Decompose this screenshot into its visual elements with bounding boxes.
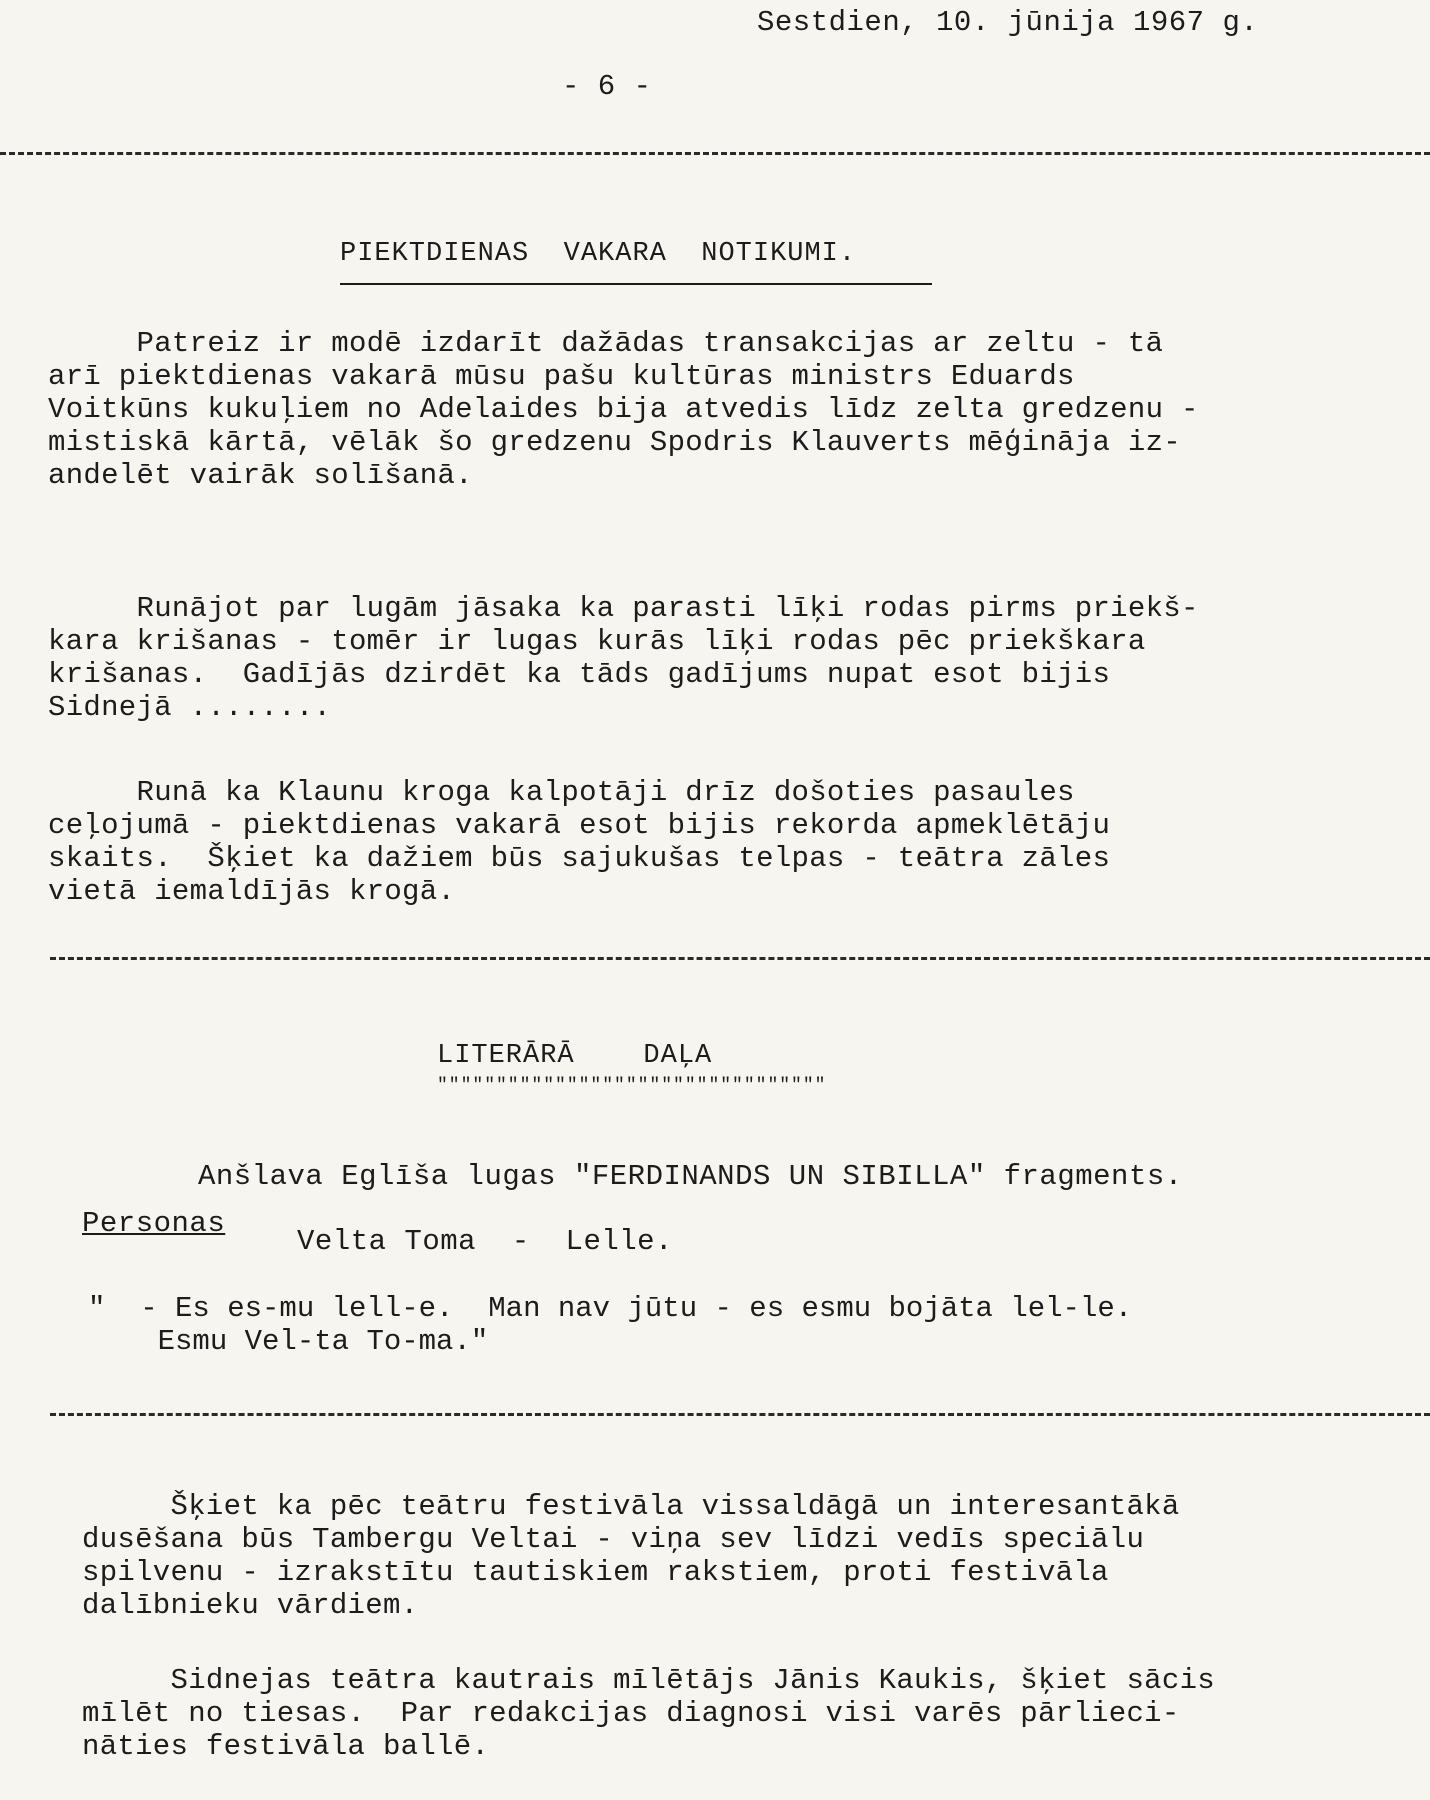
dashed-divider bbox=[0, 152, 1430, 155]
article-paragraph: Šķiet ka pēc teātru festivāla vissaldāgā un interesantākā dusēšana būs Tambergu Veltai - viņa sev līdzi vedīs speciālu spilvenu - izrakstītu tautiskiem rakstiem, proti festivāla dalībnieku vārdiem. bbox=[82, 1490, 1180, 1622]
fragment-quote: " - Es es-mu lell-e. Man nav jūtu - es esmu bojāta lel-le. Esmu Vel-ta To-ma." bbox=[88, 1292, 1133, 1358]
article-paragraph: Sidnejas teātra kautrais mīlētājs Jānis Kaukis, šķiet sācis mīlēt no tiesas. Par redakcijas diagnosi visi varēs pārlieci- nāties festivāla ballē. bbox=[82, 1664, 1215, 1763]
heading-underline bbox=[340, 283, 932, 285]
dashed-divider bbox=[50, 957, 1430, 960]
issue-date: Sestdien, 10. jūnija 1967 g. bbox=[757, 6, 1259, 39]
page-number: - 6 - bbox=[562, 70, 652, 103]
article-heading: PIEKTDIENAS VAKARA NOTIKUMI. bbox=[340, 239, 857, 269]
fragment-intro: Anšlava Eglīša lugas "FERDINANDS UN SIBILLA" fragments. bbox=[198, 1160, 1183, 1193]
section-heading: LITERĀRĀ DAĻA bbox=[437, 1041, 713, 1071]
section-heading-mark: """"""""""""""""""""""""""""""""" bbox=[437, 1076, 827, 1096]
persons-label: Personas bbox=[82, 1207, 226, 1240]
article-paragraph: Runā ka Klaunu kroga kalpotāji drīz došoties pasaules ceļojumā - piektdienas vakarā esot bijis rekorda apmeklētāju skaits. Šķiet ka dažiem būs sajukušas telpas - teātra zāles vietā iemaldījās krogā. bbox=[48, 776, 1111, 908]
dashed-divider bbox=[50, 1413, 1430, 1416]
persons-value: Velta Toma - Lelle. bbox=[297, 1225, 673, 1258]
article-paragraph: Runājot par lugām jāsaka ka parasti līķi rodas pirms priekš- kara krišanas - tomēr ir lugas kurās līķi rodas pēc priekškara krišanas. Gadījās dzirdēt ka tāds gadījums nupat esot bijis Sidnejā ........ bbox=[48, 592, 1199, 724]
article-paragraph: Patreiz ir modē izdarīt dažādas transakcijas ar zeltu - tā arī piektdienas vakarā mūsu pašu kultūras ministrs Eduards Voitkūns kukuļiem no Adelaides bija atvedis līdz zelta gredzenu - mistiskā kārtā, vēlāk šo gredzenu Spodris Klauverts mēģināja iz- andelēt vairāk solīšanā. bbox=[48, 327, 1199, 492]
